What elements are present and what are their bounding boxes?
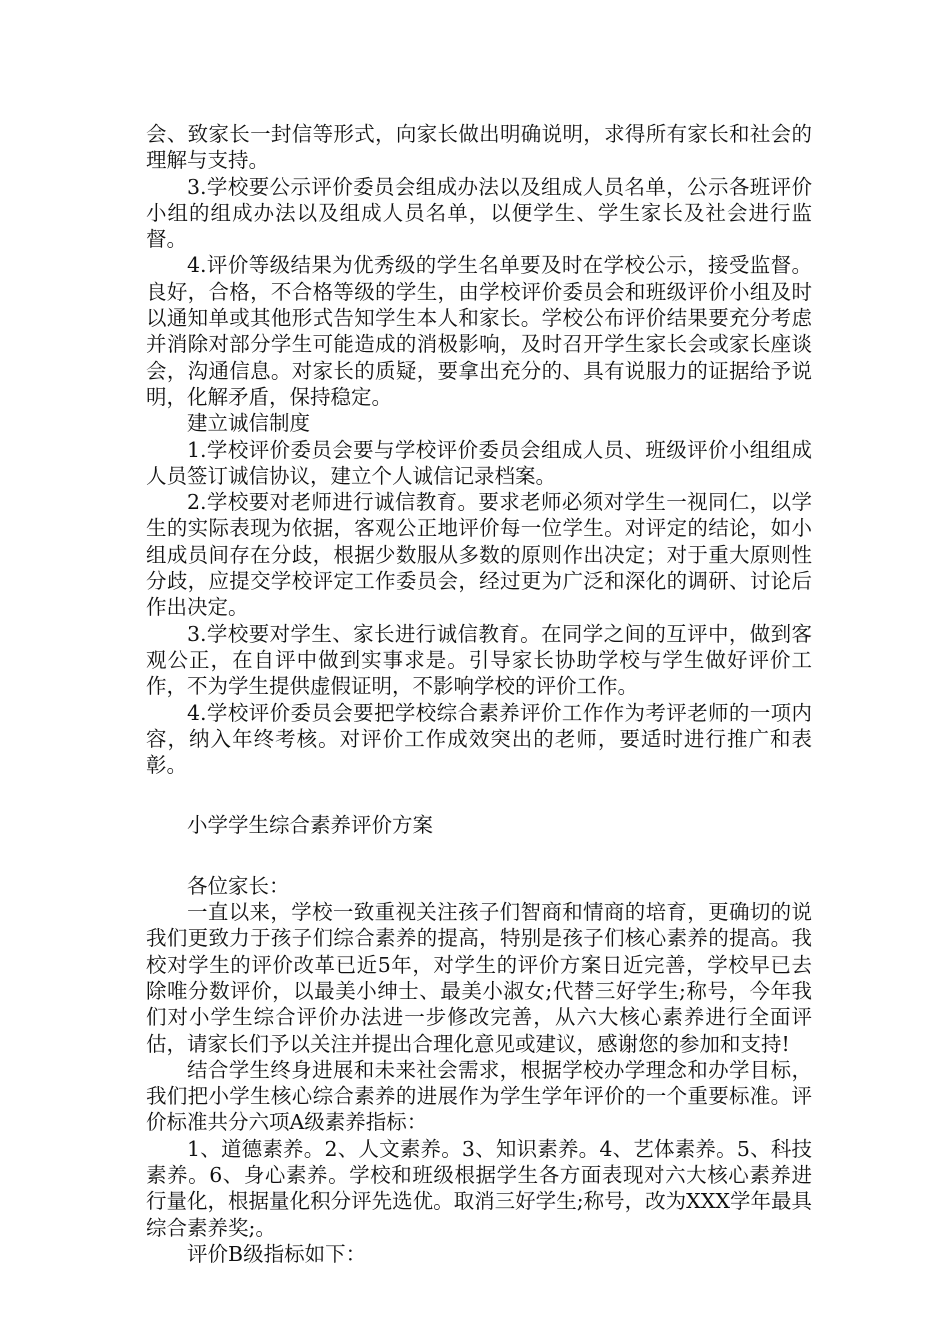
paragraph-publicity-committee: 3.学校要公示评价委员会组成办法以及组成人员名单，公示各班评价小组的组成办法以及组成人员名单，以便学生、学生家长及社会进行监督。 — [146, 174, 812, 252]
section-heading-integrity: 建立诚信制度 — [187, 411, 310, 436]
paragraph-teacher-integrity: 2.学校要对老师进行诚信教育。要求老师必须对学生一视同仁，以学生的实际表现为依据，客观公正地评价每一位学生。对评定的结论，如小组成员间存在分歧，根据少数服从多数的原则作出决定；对于重大原则性分歧，应提交学校评定工作委员会，经过更为广泛和深化的调研、讨论后作出决定。 — [146, 490, 812, 620]
paragraph-evaluation-standard: 结合学生终身进展和未来社会需求，根据学校办学理念和办学目标，我们把小学生核心综合素养的进展作为学生学年评价的一个重要标准。评价标准共分六项A级素养指标： — [146, 1057, 812, 1135]
paragraph-b-level-intro: 评价B级指标如下： — [187, 1241, 367, 1266]
paragraph-six-literacies: 1、道德素养。2、人文素养。3、知识素养。4、艺体素养。5、科技素养。6、身心素养。学校和班级根据学生各方面表现对六大核心素养进行量化，根据量化积分评先选优。取消三好学生;称号，改为XXX学年最具综合素养奖;。 — [146, 1136, 812, 1240]
paragraph-integrity-agreement: 1.学校评价委员会要与学校评价委员会组成人员、班级评价小组组成人员签订诚信协议，建立个人诚信记录档案。 — [146, 437, 812, 488]
paragraph-publicity-results: 4.评价等级结果为优秀级的学生名单要及时在学校公示，接受监督。良好，合格，不合格等级的学生，由学校评价委员会和班级评价小组及时以通知单或其他形式告知学生本人和家长。学校公布评价结果要充分考虑并消除对部分学生可能造成的消极影响，及时召开学生家长会或家长座谈会，沟通信息。对家长的质疑，要拿出充分的、具有说服力的证据给予说明，化解矛盾，保持稳定。 — [146, 253, 812, 409]
salutation: 各位家长： — [187, 873, 290, 898]
paragraph-introduction: 一直以来，学校一致重视关注孩子们智商和情商的培育，更确切的说我们更致力于孩子们综合素养的提高，特别是孩子们核心素养的提高。我校对学生的评价改革已近5年，对学生的评价方案日近完善，学校早已去除唯分数评价，以最美小绅士、最美小淑女;代替三好学生;称号，今年我们对小学生综合评价办法进一步修改完善，从六大核心素养进行全面评估，请家长们予以关注并提出合理化意见或建议，感谢您的参加和支持! — [146, 900, 812, 1056]
document-page — [146, 121, 812, 1267]
paragraph-student-parent-integrity: 3.学校要对学生、家长进行诚信教育。在同学之间的互评中，做到客观公正，在自评中做到实事求是。引导家长协助学校与学生做好评价工作，不为学生提供虚假证明，不影响学校的评价工作。 — [146, 621, 812, 699]
document-title: 小学学生综合素养评价方案 — [187, 813, 433, 838]
paragraph-parent-communication: 会、致家长一封信等形式，向家长做出明确说明，求得所有家长和社会的理解与支持。 — [146, 122, 812, 173]
paragraph-teacher-assessment: 4.学校评价委员会要把学校综合素养评价工作作为考评老师的一项内容，纳入年终考核。对评价工作成效突出的老师，要适时进行推广和表彰。 — [146, 700, 812, 778]
